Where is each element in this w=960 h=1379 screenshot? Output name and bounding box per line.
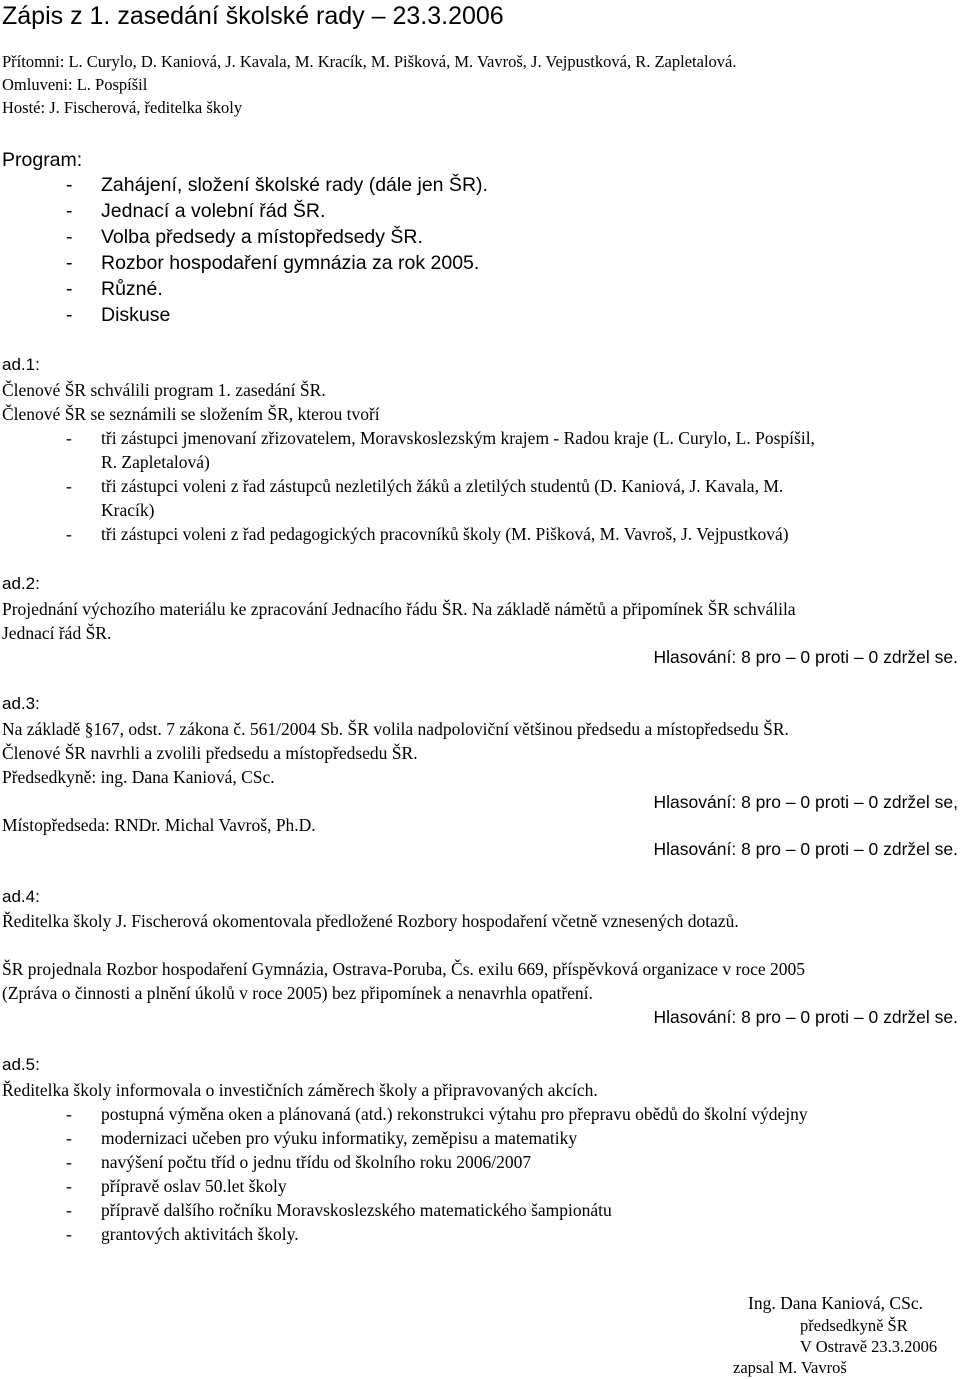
list-dash: - — [66, 1128, 72, 1148]
attendance-guests: Hosté: J. Fischerová, ředitelka školy — [2, 98, 243, 117]
attendance-present: Přítomni: L. Curylo, D. Kaniová, J. Kavala, M. Kracík, M. Pišková, M. Vavroš, J. Vejpustková, R. Zapletalová. — [2, 52, 737, 71]
ad4-line: ŠR projednala Rozbor hospodaření Gymnázia, Ostrava-Poruba, Čs. exilu 669, příspěvková organizace v roce 2005 — [2, 959, 806, 979]
ad3-vice: Místopředseda: RNDr. Michal Vavroš, Ph.D. — [2, 815, 316, 835]
list-dash: - — [66, 1152, 72, 1172]
ad3-heading: ad.3: — [2, 694, 40, 713]
ad4-heading: ad.4: — [2, 887, 40, 906]
program-item: Volba předsedy a místopředsedy ŠR. — [101, 226, 423, 248]
program-heading: Program: — [2, 149, 83, 171]
signature-place-date: V Ostravě 23.3.2006 — [800, 1337, 938, 1356]
ad5-item: postupná výměna oken a plánovaná (atd.) rekonstrukci výtahu pro přepravu obědů do školní výdejny — [101, 1104, 808, 1124]
signature-role: předsedkyně ŠR — [800, 1316, 908, 1335]
list-dash: - — [66, 428, 72, 448]
ad5-item: modernizaci učeben pro výuku informatiky, zeměpisu a matematiky — [101, 1128, 578, 1148]
ad5-heading: ad.5: — [2, 1055, 40, 1074]
program-item: Různé. — [101, 278, 163, 300]
program-dash: - — [66, 200, 73, 222]
ad1-line: Členové ŠR se seznámili se složením ŠR, kterou tvoří — [2, 404, 380, 424]
list-dash: - — [66, 1176, 72, 1196]
ad2-heading: ad.2: — [2, 574, 40, 593]
program-dash: - — [66, 304, 73, 326]
ad1-bullet: tři zástupci voleni z řad zástupců nezletilých žáků a zletilých studentů (D. Kaniová, J. Kavala, M. — [101, 476, 784, 496]
ad5-line: Ředitelka školy informovala o investičních záměrech školy a připravovaných akcích. — [2, 1080, 598, 1100]
signature-recorder: zapsal M. Vavroš — [733, 1358, 847, 1377]
ad5-item: grantových aktivitách školy. — [101, 1224, 299, 1244]
ad1-line: Členové ŠR schválili program 1. zasedání ŠR. — [2, 380, 326, 400]
ad4-line: Ředitelka školy J. Fischerová okomentovala předložené Rozbory hospodaření včetně vznesených dotazů. — [2, 911, 739, 931]
ad5-item: přípravě oslav 50.let školy — [101, 1176, 287, 1196]
ad1-bullet: tři zástupci voleni z řad pedagogických pracovníků školy (M. Pišková, M. Vavroš, J. Vejpustková) — [101, 524, 789, 544]
document-title: Zápis z 1. zasedání školské rady – 23.3.2006 — [2, 2, 504, 30]
program-item: Diskuse — [101, 304, 171, 326]
program-dash: - — [66, 226, 73, 248]
ad2-vote: Hlasování: 8 pro – 0 proti – 0 zdržel se. — [653, 647, 958, 667]
program-item: Rozbor hospodaření gymnázia za rok 2005. — [101, 252, 480, 274]
ad5-item: navýšení počtu tříd o jednu třídu od školního roku 2006/2007 — [101, 1152, 532, 1172]
ad3-vote-vice: Hlasování: 8 pro – 0 proti – 0 zdržel se. — [653, 839, 958, 859]
program-item: Jednací a volební řád ŠR. — [101, 200, 326, 222]
ad2-line: Jednací řád ŠR. — [2, 623, 112, 643]
ad3-line: Na základě §167, odst. 7 zákona č. 561/2004 Sb. ŠR volila nadpoloviční většinou předsedu a místopředsedu ŠR. — [2, 719, 789, 739]
ad1-bullet-cont: R. Zapletalová) — [101, 452, 210, 472]
ad1-bullet-cont: Kracík) — [101, 500, 155, 520]
program-dash: - — [66, 174, 73, 196]
list-dash: - — [66, 524, 72, 544]
list-dash: - — [66, 1224, 72, 1244]
ad3-vote-chair: Hlasování: 8 pro – 0 proti – 0 zdržel se, — [653, 792, 958, 812]
list-dash: - — [66, 476, 72, 496]
ad1-bullet: tři zástupci jmenovaní zřizovatelem, Moravskoslezským krajem - Radou kraje (L. Curylo, L. Pospíšil, — [101, 428, 815, 448]
ad2-line: Projednání výchozího materiálu ke zpracování Jednacího řádu ŠR. Na základě námětů a připomínek ŠR schválila — [2, 599, 796, 619]
list-dash: - — [66, 1200, 72, 1220]
ad5-item: přípravě dalšího ročníku Moravskoslezského matematického šampionátu — [101, 1200, 612, 1220]
program-item: Zahájení, složení školské rady (dále jen ŠR). — [101, 174, 488, 196]
ad4-line: (Zpráva o činnosti a plnění úkolů v roce 2005) bez připomínek a nenavrhla opatření. — [2, 983, 593, 1003]
ad3-line: Členové ŠR navrhli a zvolili předsedu a místopředsedu ŠR. — [2, 743, 418, 763]
list-dash: - — [66, 1104, 72, 1124]
program-dash: - — [66, 278, 73, 300]
ad1-heading: ad.1: — [2, 355, 40, 374]
ad3-chair: Předsedkyně: ing. Dana Kaniová, CSc. — [2, 767, 275, 787]
signature-name: Ing. Dana Kaniová, CSc. — [748, 1293, 923, 1313]
attendance-excused: Omluveni: L. Pospíšil — [2, 75, 148, 94]
program-dash: - — [66, 252, 73, 274]
ad4-vote: Hlasování: 8 pro – 0 proti – 0 zdržel se. — [653, 1007, 958, 1027]
